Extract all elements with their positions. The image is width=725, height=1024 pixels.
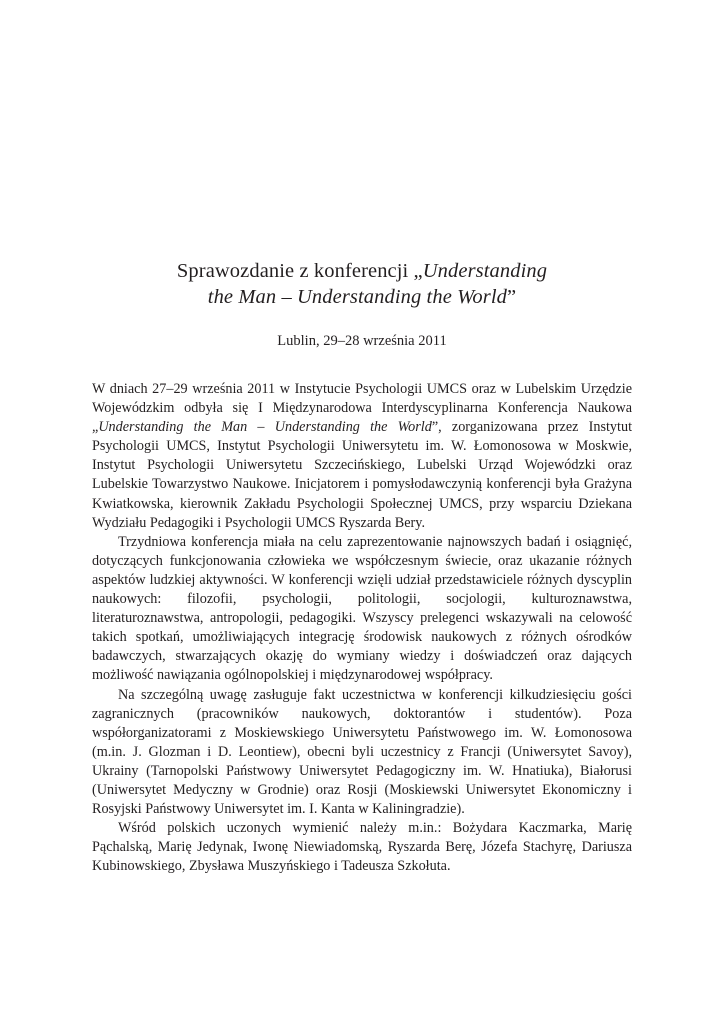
report-title [92, 258, 632, 310]
paragraph-4: Wśród polskich uczonych wymienić należy m.in.: Bożydara Kaczmarka, Marię Pąchalską, Marię Jedynak, Iwonę Niewiadomską, Ryszarda Berę, Józefa Stachyrę, Dariusza Kubinowskiego, Zbysława Muszyńskiego i Tadeusza Szkołuta. [92, 820, 632, 875]
title-italic-part-1: Understanding [422, 260, 548, 282]
paragraph-1-conference-name: Understanding the Man – Understanding the World [98, 419, 432, 436]
paragraph-1-text-b: ”, zorganizowana przez Instytut Psychologii UMCS, Instytut Psychologii Uniwersytetu im. W. Łomonosowa w Moskwie, Instytut Psychologii Uniwersytetu Szczecińskiego, Lubelski Urząd Wojewódzki oraz Lubelskie Towarzystwo Naukowe. Inicjatorem i pomysłodawczynią konferencji była Grażyna Kwiatkowska, kierownik Zakładu Psychologii Społecznej UMCS, przy wsparciu Dziekana Wydziału Pedagogiki i Psychologii UMCS Ryszarda Bery. [92, 419, 633, 531]
paragraph-2: Trzydniowa konferencja miała na celu zaprezentowanie najnowszych badań i osiągnięć, dotyczących funkcjonowania człowieka we współczesnym świecie, oraz ukazanie różnych aspektów ludzkiej aktywności. W konferencji wzięli udział przedstawiciele różnych dyscyplin naukowych: filozofii, psychologii, politologii, socjologii, kulturoznawstwa, literaturoznawstwa, antropologii, pedagogiki. Wszyscy prelegenci wskazywali na celowość takich spotkań, umożliwiających integrację środowisk naukowych z różnych ośrodków badawczych, stwarzających okazję do wymiany wiedzy i doświadczeń oraz dających możliwość nawiązania ogólnopolskiej i międzynarodowej współpracy. [92, 533, 632, 684]
title-italic-part-2: the Man – Understanding the World [207, 286, 507, 308]
title-line-2 [92, 284, 632, 310]
paragraph-1 [92, 380, 632, 533]
title-prefix: Sprawozdanie z konferencji „ [176, 260, 423, 282]
document-page [92, 0, 632, 1024]
paragraph-1-text-a: W dniach 27–29 września 2011 w Instytucie Psychologii UMCS oraz w Lubelskim Urzędzie Wojewódzkim odbyła się I Międzynarodowa Interdyscyplinarna Konferencja Naukowa „ [92, 381, 632, 436]
place-and-date: Lublin, 29–28 września 2011 [277, 333, 447, 349]
paragraph-3: Na szczególną uwagę zasługuje fakt uczestnictwa w konferencji kilkudziesięciu gości zagranicznych (pracowników naukowych, doktorantów i studentów). Poza współorganizatorami z Moskiewskiego Uniwersytetu Państwowego im. W. Łomonosowa (m.in. J. Glozman i D. Leontiew), obecni byli uczestnicy z Francji (Uniwersytet Savoy), Ukrainy (Tarnopolski Państwowy Uniwersytet Pedagogiczny im. W. Hnatiuka), Białorusi (Uniwersytet Medyczny w Grodnie) oraz Rosji (Moskiewski Uniwersytet Ekonomiczny i Rosyjski Państwowy Uniwersytet im. I. Kanta w Kaliningradzie). [92, 686, 632, 818]
report-body [92, 380, 632, 876]
title-line-1 [92, 258, 632, 284]
title-suffix: ” [507, 286, 517, 308]
